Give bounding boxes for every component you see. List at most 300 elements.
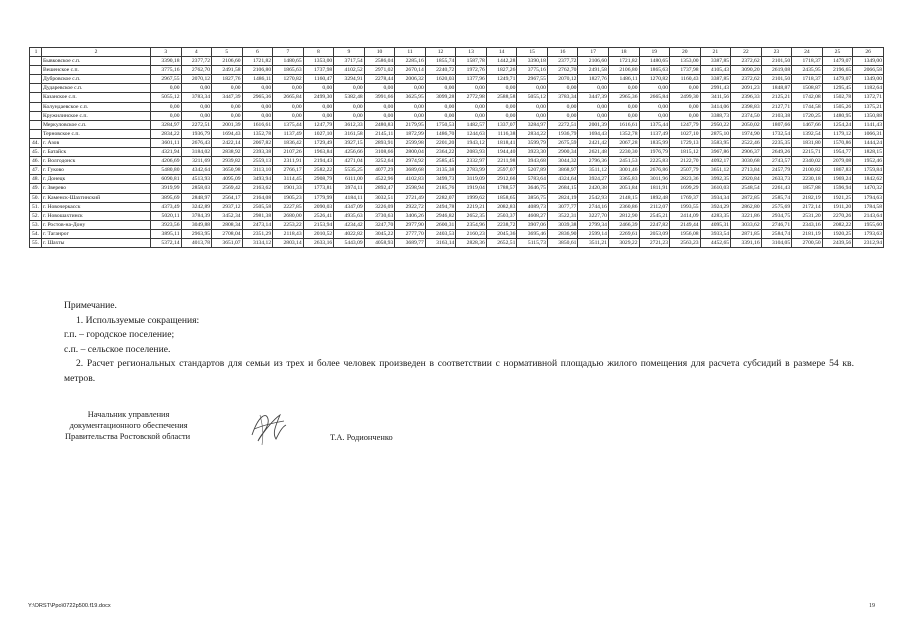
column-number-cell: 20	[670, 48, 701, 57]
value-cell: 2219,21	[456, 202, 487, 211]
value-cell: 3211,69	[181, 157, 212, 166]
value-cell: 2414,09	[670, 211, 701, 220]
column-number-cell: 1	[30, 48, 42, 57]
value-cell: 2045,36	[486, 229, 517, 238]
value-cell: 2981,38	[242, 211, 273, 220]
value-cell: 2100,82	[792, 166, 823, 175]
value-cell: 2503,37	[486, 211, 517, 220]
value-cell: 2713,84	[731, 166, 762, 175]
value-cell: 1377,96	[456, 75, 487, 84]
value-cell: 2374,50	[731, 111, 762, 120]
value-cell: 1375,44	[639, 120, 670, 129]
value-cell: 1718,37	[792, 75, 823, 84]
table-row	[30, 57, 884, 66]
value-cell: 0,00	[181, 111, 212, 120]
value-cell: 3391,16	[731, 238, 762, 247]
value-cell: 2963,95	[181, 229, 212, 238]
value-cell: 1137,49	[273, 129, 304, 138]
value-cell: 2563,23	[670, 238, 701, 247]
value-cell: 1244,63	[456, 129, 487, 138]
value-cell: 0,00	[303, 84, 334, 93]
value-cell: 2101,50	[761, 75, 792, 84]
column-number-cell: 15	[517, 48, 548, 57]
value-cell: 2586,04	[364, 57, 395, 66]
value-cell: 2351,29	[242, 229, 273, 238]
value-cell: 0,00	[212, 111, 243, 120]
column-number-cell: 14	[486, 48, 517, 57]
value-cell: 2396,33	[731, 93, 762, 102]
municipality-name: г. Волгодонск	[42, 157, 151, 166]
municipality-name: Меркуловское с.п.	[42, 120, 151, 129]
value-cell: 2934,75	[761, 211, 792, 220]
value-cell: 0,00	[242, 102, 273, 111]
value-cell: 2082,22	[822, 220, 853, 229]
document-path: Y:\ORST\Ppo\0722p500.f19.docx	[28, 603, 111, 609]
value-cell: 3646,75	[517, 184, 548, 193]
value-cell: 2118,43	[273, 229, 304, 238]
value-cell: 2977,90	[395, 220, 426, 229]
value-cell: 0,00	[639, 102, 670, 111]
value-cell: 3599,79	[517, 138, 548, 147]
value-cell: 2179,95	[395, 120, 426, 129]
value-cell: 2824,19	[547, 193, 578, 202]
value-cell: 3077,77	[547, 202, 578, 211]
municipality-name: г. Шахты	[42, 238, 151, 247]
value-cell: 1976,79	[639, 148, 670, 157]
value-cell: 2148,15	[608, 193, 639, 202]
municipality-name: г. Азов	[42, 138, 151, 147]
row-number: 48.	[30, 175, 42, 184]
value-cell: 1249,71	[486, 75, 517, 84]
value-cell: 2746,71	[761, 220, 792, 229]
value-cell: 1479,07	[822, 57, 853, 66]
municipality-name: Дударевское с.п.	[42, 84, 151, 93]
value-cell: 3717,54	[334, 57, 365, 66]
table-row	[30, 138, 884, 147]
value-cell: 3868,97	[547, 166, 578, 175]
value-cell: 2838,92	[212, 148, 243, 157]
value-cell: 1901,33	[273, 184, 304, 193]
column-number-cell: 6	[242, 48, 273, 57]
value-cell: 2182,19	[792, 193, 823, 202]
value-cell: 2270,26	[822, 211, 853, 220]
value-cell: 3252,64	[364, 157, 395, 166]
value-cell: 2491,58	[212, 66, 243, 75]
value-cell: 1596,94	[822, 184, 853, 193]
table-header-row	[30, 48, 884, 57]
value-cell: 3783,34	[181, 93, 212, 102]
value-cell: 1742,08	[792, 93, 823, 102]
table-row	[30, 75, 884, 84]
column-number-cell: 2	[42, 48, 151, 57]
value-cell: 0,00	[151, 102, 182, 111]
note-abbreviations: 1. Используемые сокращения:	[76, 314, 200, 326]
value-cell: 1750,53	[425, 120, 456, 129]
municipality-name: Кружилинское с.п.	[42, 111, 151, 120]
value-cell: 2364,22	[425, 148, 456, 157]
value-cell: 0,00	[547, 84, 578, 93]
value-cell: 2067,28	[608, 138, 639, 147]
value-cell: 2282,07	[425, 193, 456, 202]
value-cell: 1182,64	[853, 84, 884, 93]
column-number-cell: 4	[181, 48, 212, 57]
value-cell: 3783,34	[547, 93, 578, 102]
value-cell: 1694,43	[578, 129, 609, 138]
value-cell: 0,00	[303, 102, 334, 111]
value-cell: 2772,98	[456, 93, 487, 102]
value-cell: 4234,42	[334, 220, 365, 229]
value-cell: 3365,83	[608, 175, 639, 184]
value-cell: 2906,37	[731, 148, 762, 157]
value-cell: 3113,10	[242, 166, 273, 175]
column-number-cell: 8	[303, 48, 334, 57]
row-number	[30, 102, 42, 111]
value-cell: 3991,66	[364, 93, 395, 102]
value-cell: 2875,10	[700, 129, 731, 138]
value-cell: 2676,43	[181, 138, 212, 147]
row-number: 49.	[30, 184, 42, 193]
value-cell: 1620,03	[425, 75, 456, 84]
value-cell: 3511,12	[578, 166, 609, 175]
row-number: 47.	[30, 166, 42, 175]
value-cell: 2238,72	[486, 220, 517, 229]
value-cell: 2451,53	[608, 157, 639, 166]
value-cell: 1744,58	[792, 102, 823, 111]
row-number	[30, 84, 42, 93]
value-cell: 0,00	[395, 111, 426, 120]
value-cell: 2743,57	[761, 157, 792, 166]
value-cell: 1375,21	[853, 102, 884, 111]
value-cell: 5020,11	[151, 211, 182, 220]
value-cell: 2721,49	[395, 193, 426, 202]
value-cell: 1920,25	[822, 229, 853, 238]
value-cell: 1737,98	[303, 66, 334, 75]
value-cell: 1865,63	[639, 66, 670, 75]
value-cell: 4184,11	[334, 193, 365, 202]
value-cell: 2230,18	[792, 175, 823, 184]
value-cell: 2922,72	[395, 202, 426, 211]
value-cell: 2196,65	[822, 66, 853, 75]
value-cell: 2871,85	[731, 229, 762, 238]
value-cell: 3625,95	[395, 93, 426, 102]
value-cell: 4608,27	[517, 211, 548, 220]
value-cell: 2598,94	[395, 184, 426, 193]
value-cell: 2082,83	[486, 202, 517, 211]
column-number-cell: 11	[395, 48, 426, 57]
value-cell: 2457,79	[761, 166, 792, 175]
value-cell: 2649,26	[761, 148, 792, 157]
value-cell: 1943,12	[456, 138, 487, 147]
signatory-line-2: документационного обеспечения	[69, 420, 188, 430]
value-cell: 1352,78	[242, 129, 273, 138]
note-abbr-gp: г.п. – городское поселение;	[64, 329, 175, 341]
value-cell: 1999,62	[456, 193, 487, 202]
value-cell: 2967,55	[151, 75, 182, 84]
value-cell: 2965,36	[242, 93, 273, 102]
value-cell: 3044,32	[547, 157, 578, 166]
value-cell: 6090,81	[151, 175, 182, 184]
value-cell: 2149,44	[670, 220, 701, 229]
value-cell: 3090,20	[731, 66, 762, 75]
value-cell: 1350,88	[853, 111, 884, 120]
value-cell: 2194,43	[303, 157, 334, 166]
value-cell: 2215,71	[792, 148, 823, 157]
value-cell: 2777,70	[395, 229, 426, 238]
value-cell: 1179,12	[822, 129, 853, 138]
value-cell: 1486,11	[242, 75, 273, 84]
value-cell: 0,00	[639, 111, 670, 120]
value-cell: 0,00	[242, 111, 273, 120]
value-cell: 2354,96	[456, 220, 487, 229]
value-cell: 1807,66	[761, 120, 792, 129]
value-cell: 2103,38	[761, 111, 792, 120]
value-cell: 1921,25	[822, 193, 853, 202]
value-cell: 2828,36	[456, 238, 487, 247]
value-cell: 2783,99	[456, 166, 487, 175]
value-cell: 3934,34	[700, 193, 731, 202]
value-cell: 2575,69	[761, 202, 792, 211]
value-cell: 2494,78	[425, 202, 456, 211]
value-cell: 2466,39	[608, 220, 639, 229]
value-cell: 3390,18	[151, 57, 182, 66]
value-cell: 1718,37	[792, 57, 823, 66]
value-cell: 3612,33	[334, 120, 365, 129]
value-cell: 2812,90	[608, 211, 639, 220]
value-cell: 2261,43	[761, 184, 792, 193]
value-cell: 1905,23	[273, 193, 304, 202]
value-cell: 1952,46	[853, 157, 884, 166]
value-cell: 2858,03	[181, 184, 212, 193]
value-cell: 0,00	[639, 84, 670, 93]
table-row	[30, 184, 884, 193]
municipality-name: г. Донецк	[42, 175, 151, 184]
value-cell: 1721,82	[242, 57, 273, 66]
value-cell: 2585,45	[425, 157, 456, 166]
value-cell: 2619,08	[761, 66, 792, 75]
value-cell: 1972,76	[456, 66, 487, 75]
value-cell: 3933,54	[700, 229, 731, 238]
value-cell: 1848,87	[761, 84, 792, 93]
value-cell: 3163,14	[425, 238, 456, 247]
value-cell: 3447,39	[212, 93, 243, 102]
value-cell: 2559,13	[242, 157, 273, 166]
value-cell: 4935,63	[334, 211, 365, 220]
value-cell: 1865,63	[273, 66, 304, 75]
value-cell: 2091,23	[731, 84, 762, 93]
value-cell: 4102,52	[334, 66, 365, 75]
value-cell: 2836,90	[547, 229, 578, 238]
page-number: 19	[869, 603, 875, 609]
value-cell: 2872,85	[731, 193, 762, 202]
value-cell: 2680,00	[273, 211, 304, 220]
value-cell: 1737,98	[670, 66, 701, 75]
value-cell: 3184,02	[181, 148, 212, 157]
table-row	[30, 84, 884, 93]
value-cell: 3907,06	[517, 220, 548, 229]
municipality-name: Колундаевское с.п.	[42, 102, 151, 111]
value-cell: 0,00	[547, 102, 578, 111]
value-cell: 2227,85	[273, 202, 304, 211]
value-cell: 3387,85	[700, 57, 731, 66]
value-cell: 1892,48	[639, 193, 670, 202]
value-cell: 3730,63	[364, 211, 395, 220]
value-cell: 1835,99	[639, 138, 670, 147]
column-number-cell: 26	[853, 48, 884, 57]
value-cell: 1353,00	[303, 57, 334, 66]
value-cell: 2377,72	[181, 57, 212, 66]
value-cell: 2435,95	[792, 66, 823, 75]
value-cell: 5443,09	[334, 238, 365, 247]
value-cell: 2480,83	[364, 120, 395, 129]
value-cell: 1720,25	[792, 111, 823, 120]
value-cell: 2070,12	[547, 75, 578, 84]
value-cell: 4513,93	[181, 175, 212, 184]
value-cell: 2545,21	[639, 211, 670, 220]
value-cell: 2083,93	[456, 148, 487, 157]
signer-name: Т.А. Родионченко	[330, 433, 393, 442]
value-cell: 0,00	[181, 102, 212, 111]
value-cell: 2393,38	[242, 148, 273, 157]
value-cell: 3650,98	[212, 166, 243, 175]
value-cell: 1936,79	[181, 129, 212, 138]
value-cell: 1836,42	[273, 138, 304, 147]
value-cell: 2145,11	[364, 129, 395, 138]
value-cell: 2939,82	[212, 157, 243, 166]
value-cell: 2278,44	[364, 75, 395, 84]
value-cell: 1270,82	[639, 75, 670, 84]
value-cell: 4342,64	[181, 166, 212, 175]
row-number: 46.	[30, 157, 42, 166]
value-cell: 3651,12	[700, 166, 731, 175]
value-cell: 2708,04	[212, 229, 243, 238]
value-cell: 2160,23	[456, 229, 487, 238]
row-number	[30, 93, 42, 102]
value-cell: 2799,34	[578, 220, 609, 229]
value-cell: 2285,16	[395, 57, 426, 66]
municipality-name: Дубровское с.п.	[42, 75, 151, 84]
table-row	[30, 111, 884, 120]
value-cell: 1867,83	[822, 166, 853, 175]
value-cell: 4283,35	[700, 211, 731, 220]
value-cell: 3775,16	[151, 66, 182, 75]
value-cell: 3388,73	[700, 111, 731, 120]
value-cell: 2340,02	[792, 157, 823, 166]
value-cell: 1479,07	[822, 75, 853, 84]
value-cell: 3610,03	[700, 184, 731, 193]
value-cell: 4077,29	[364, 166, 395, 175]
value-cell: 2531,20	[792, 211, 823, 220]
value-cell: 2621,48	[578, 148, 609, 157]
value-cell: 1444,24	[853, 138, 884, 147]
value-cell: 2505,58	[242, 202, 273, 211]
standards-table-body	[30, 48, 884, 248]
value-cell: 3493,94	[242, 175, 273, 184]
value-cell: 1759,84	[853, 166, 884, 175]
value-cell: 2676,86	[639, 166, 670, 175]
municipality-name: Вешенское с.п.	[42, 66, 151, 75]
value-cell: 0,00	[181, 84, 212, 93]
value-cell: 4271,04	[334, 157, 365, 166]
value-cell: 2912,66	[486, 175, 517, 184]
value-cell: 3135,38	[425, 166, 456, 175]
value-cell: 5115,73	[517, 238, 548, 247]
value-cell: 2665,84	[273, 93, 304, 102]
value-cell: 2403,53	[425, 229, 456, 238]
value-cell: 2006,32	[395, 75, 426, 84]
value-cell: 0,00	[151, 84, 182, 93]
value-cell: 0,00	[395, 84, 426, 93]
value-cell: 3221,86	[731, 211, 762, 220]
value-cell: 1570,86	[822, 138, 853, 147]
value-cell: 4321,94	[151, 148, 182, 157]
value-cell: 2240,72	[425, 66, 456, 75]
value-cell: 3601,11	[151, 138, 182, 147]
row-number: 44.	[30, 138, 42, 147]
table-row	[30, 120, 884, 129]
value-cell: 3924,29	[700, 202, 731, 211]
value-cell: 5783,64	[517, 175, 548, 184]
table-row	[30, 211, 884, 220]
municipality-name: г. Ростов-на-Дону	[42, 220, 151, 229]
value-cell: 1818,41	[486, 138, 517, 147]
value-cell: 1254,24	[822, 120, 853, 129]
value-cell: 2633,73	[761, 175, 792, 184]
value-cell: 4013,78	[181, 238, 212, 247]
value-cell: 3108,66	[364, 148, 395, 157]
value-cell: 0,00	[608, 111, 639, 120]
value-cell: 5055,12	[517, 93, 548, 102]
value-cell: 1482,57	[456, 120, 487, 129]
value-cell: 2762,70	[181, 66, 212, 75]
municipality-name: г. Новошахтинск	[42, 211, 151, 220]
value-cell: 2201,20	[425, 138, 456, 147]
value-cell: 2230,30	[608, 148, 639, 157]
value-cell: 2721,23	[639, 238, 670, 247]
value-cell: 2588,58	[486, 93, 517, 102]
value-cell: 3923,56	[151, 220, 182, 229]
table-row	[30, 148, 884, 157]
value-cell: 3406,26	[395, 211, 426, 220]
value-cell: 2106,60	[578, 57, 609, 66]
value-cell: 2372,62	[731, 57, 762, 66]
value-cell: 2272,51	[547, 120, 578, 129]
value-cell: 3414,06	[700, 102, 731, 111]
value-cell: 2143,64	[853, 211, 884, 220]
value-cell: 2522,46	[731, 138, 762, 147]
value-cell: 2070,12	[181, 75, 212, 84]
row-number	[30, 129, 42, 138]
value-cell: 1773,81	[303, 184, 334, 193]
value-cell: 2670,14	[395, 66, 426, 75]
value-cell: 3387,85	[700, 75, 731, 84]
value-cell: 2908,79	[303, 175, 334, 184]
standards-table	[29, 47, 884, 248]
table-row	[30, 229, 884, 238]
value-cell: 1505,26	[822, 102, 853, 111]
value-cell: 0,00	[212, 84, 243, 93]
value-cell: 1470,32	[853, 184, 884, 193]
value-cell: 0,00	[670, 102, 701, 111]
value-cell: 3032,51	[364, 193, 395, 202]
value-cell: 4102,83	[395, 175, 426, 184]
value-cell: 5372,14	[151, 238, 182, 247]
value-cell: 1502,78	[822, 93, 853, 102]
value-cell: 3030,68	[731, 157, 762, 166]
value-cell: 3045,22	[364, 229, 395, 238]
value-cell: 2235,35	[761, 138, 792, 147]
value-cell: 2112,07	[639, 202, 670, 211]
value-cell: 0,00	[517, 102, 548, 111]
